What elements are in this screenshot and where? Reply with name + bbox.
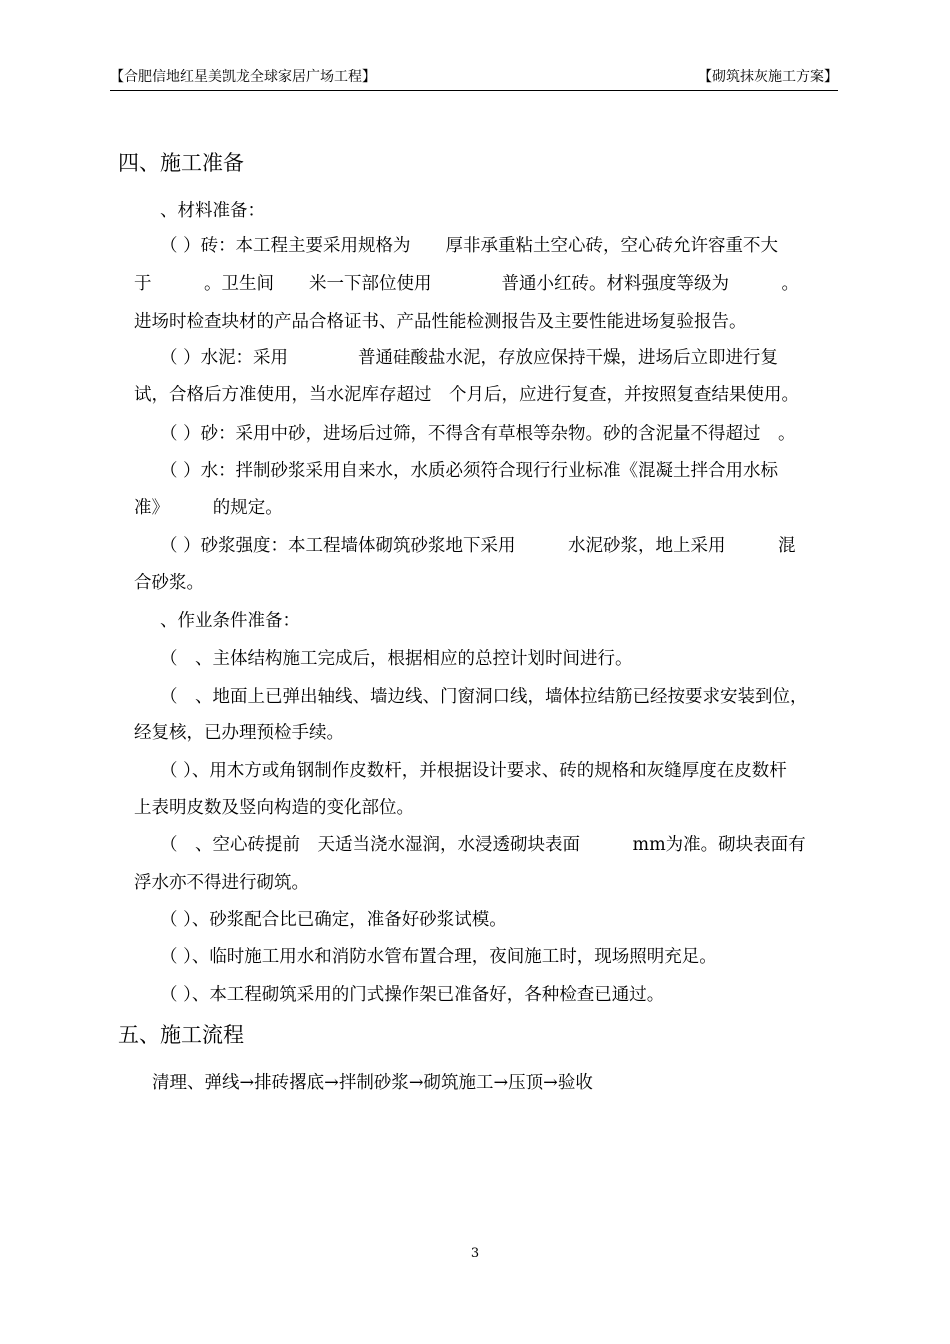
condition-5: （ ）、砂浆配合比已确定，准备好砂浆试模。	[160, 910, 507, 930]
water-line-2: 准》 的规定。	[134, 498, 283, 518]
condition-4-line-2: 浮水亦不得进行砌筑。	[134, 873, 309, 893]
condition-7: （ ）、本工程砌筑采用的门式操作架已准备好，各种检查已通过。	[160, 985, 665, 1005]
process-flow: 清理、弹线→排砖撂底→拌制砂浆→砌筑施工→压顶→验收	[152, 1073, 593, 1093]
condition-3-line-2: 上表明皮数及竖向构造的变化部位。	[134, 798, 414, 818]
section-5-title: 五、施工流程	[118, 1023, 244, 1047]
brick-line-3: 进场时检查块材的产品合格证书、产品性能检测报告及主要性能进场复验报告。	[134, 312, 747, 332]
condition-2-line-2: 经复核，已办理预检手续。	[134, 723, 344, 743]
condition-3-line-1: （ ）、用木方或角钢制作皮数杆，并根据设计要求、砖的规格和灰缝厚度在皮数杆	[160, 761, 787, 781]
condition-1: （ 、主体结构施工完成后，根据相应的总控计划时间进行。	[160, 649, 633, 669]
page-number: 3	[470, 1246, 480, 1261]
cement-line-2: 试，合格后方准使用，当水泥库存超过 个月后，应进行复查，并按照复查结果使用。	[134, 385, 799, 405]
water-line-1: （ ）水：拌制砂浆采用自来水，水质必须符合现行行业标准《混凝土拌合用水标	[160, 461, 779, 481]
condition-6: （ ）、临时施工用水和消防水管布置合理，夜间施工时，现场照明充足。	[160, 947, 717, 967]
header-project-name: 【合肥信地红星美凯龙全球家居广场工程】	[110, 69, 376, 85]
header-document-name: 【砌筑抹灰施工方案】	[698, 69, 838, 85]
mortar-line-2: 合砂浆。	[134, 573, 204, 593]
material-prep-title: 、材料准备：	[160, 201, 265, 221]
condition-2-line-1: （ 、地面上已弹出轴线、墙边线、门窗洞口线，墙体拉结筋已经按要求安装到位，	[160, 687, 808, 707]
section-4-title: 四、施工准备	[118, 151, 244, 175]
cement-line-1: （ ）水泥：采用 普通硅酸盐水泥，存放应保持干燥，进场后立即进行复	[160, 348, 779, 368]
work-condition-title: 、作业条件准备：	[160, 611, 300, 631]
condition-4-line-1: （ 、空心砖提前 天适当浇水湿润，水浸透砌块表面 mm为准。砌块表面有	[160, 835, 806, 855]
brick-line-2: 于 。卫生间 米一下部位使用 普通小红砖。材料强度等级为 。	[134, 274, 799, 294]
sand-line: （ ）砂：采用中砂，进场后过筛，不得含有草根等杂物。砂的含泥量不得超过 。	[160, 424, 796, 444]
page-header	[110, 66, 838, 91]
mortar-line-1: （ ）砂浆强度：本工程墙体砌筑砂浆地下采用 水泥砂浆，地上采用 混	[160, 536, 796, 556]
brick-line-1: （ ）砖：本工程主要采用规格为 厚非承重粘土空心砖，空心砖允许容重不大	[160, 236, 779, 256]
